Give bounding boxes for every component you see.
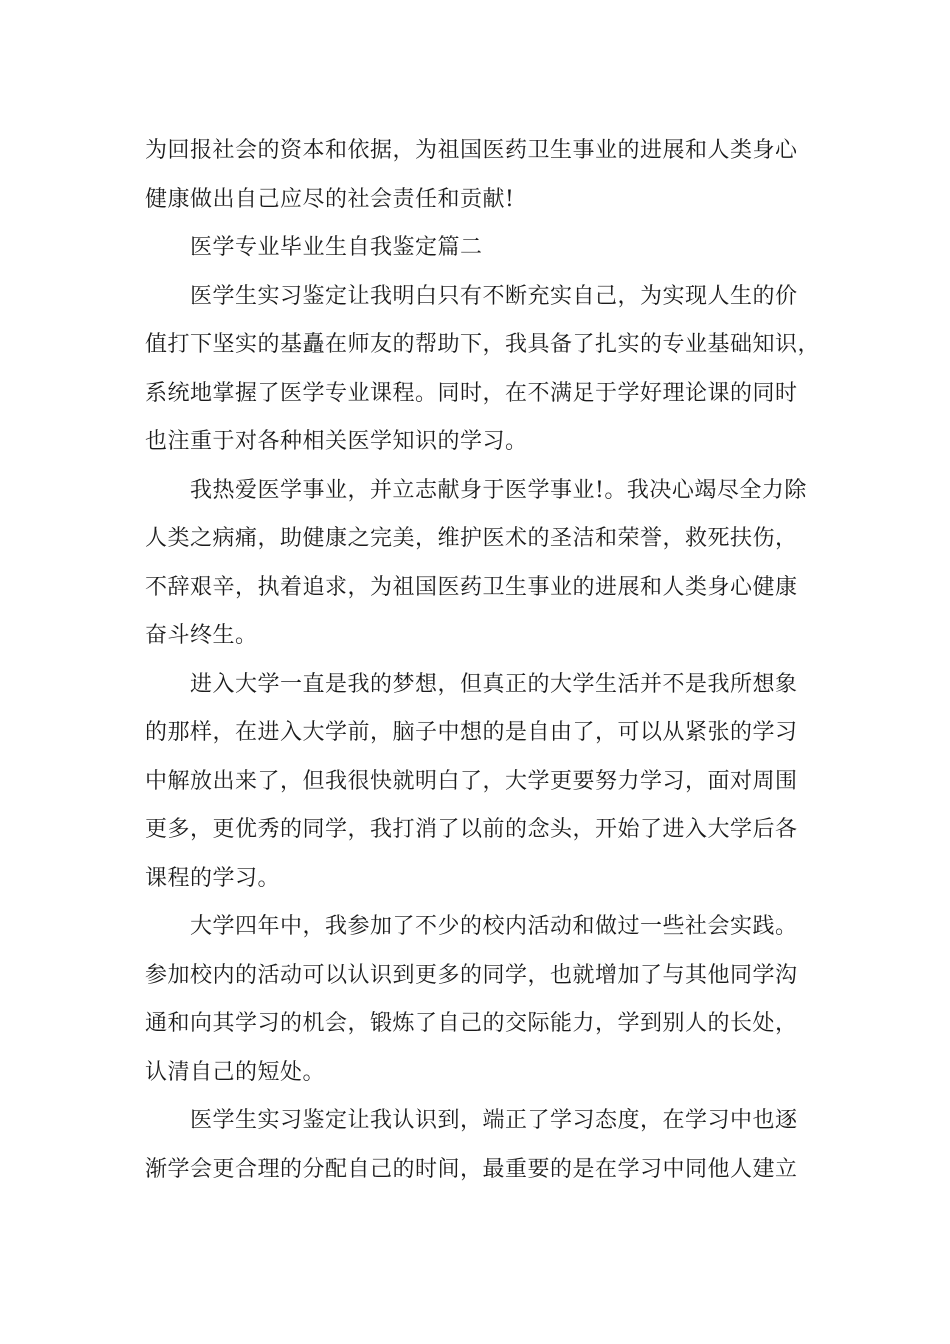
text-line: 的那样，在进入大学前，脑子中想的是自由了，可以从紧张的学习 xyxy=(145,720,798,745)
text-line: 更多，更优秀的同学，我打消了以前的念头，开始了进入大学后各 xyxy=(145,817,798,842)
text-line: 进入大学一直是我的梦想，但真正的大学生活并不是我所想象 xyxy=(190,671,798,697)
text-line: 通和向其学习的机会，锻炼了自己的交际能力，学到别人的长处， xyxy=(145,1011,798,1036)
section-heading: 医学专业毕业生自我鉴定篇二 xyxy=(190,235,483,260)
text-line: 健康做出自己应尽的社会责任和贡献! xyxy=(145,186,515,212)
text-line: 系统地掌握了医学专业课程。同时，在不满足于学好理论课的同时 xyxy=(145,380,798,406)
text-line: 我热爱医学事业，并立志献身于医学事业!。我决心竭尽全力除 xyxy=(190,477,807,503)
text-line: 参加校内的活动可以认识到更多的同学，也就增加了与其他同学沟 xyxy=(145,962,798,988)
text-line: 医学生实习鉴定让我认识到，端正了学习态度，在学习中也逐 xyxy=(190,1108,798,1133)
text-line: 也注重于对各种相关医学知识的学习。 xyxy=(145,429,528,454)
text-line: 渐学会更合理的分配自己的时间，最重要的是在学习中同他人建立 xyxy=(145,1156,798,1182)
text-line: 奋斗终生。 xyxy=(145,623,258,648)
text-line: 认清自己的短处。 xyxy=(145,1059,326,1085)
text-line: 值打下坚实的基矗在师友的帮助下，我具备了扎实的专业基础知识， xyxy=(145,332,821,357)
text-line: 不辞艰辛，执着追求，为祖国医药卫生事业的进展和人类身心健康 xyxy=(145,574,798,600)
text-line: 大学四年中，我参加了不少的校内活动和做过一些社会实践。 xyxy=(190,914,798,939)
document-body xyxy=(145,127,821,1194)
text-line: 课程的学习。 xyxy=(145,865,281,891)
text-line: 为回报社会的资本和依据，为祖国医药卫生事业的进展和人类身心 xyxy=(145,138,798,163)
text-line: 人类之病痛，助健康之完美，维护医术的圣洁和荣誉，救死扶伤， xyxy=(145,526,798,551)
text-line: 中解放出来了，但我很快就明白了，大学更要努力学习，面对周围 xyxy=(145,768,798,794)
text-line: 医学生实习鉴定让我明白只有不断充实自己，为实现人生的价 xyxy=(190,283,798,309)
